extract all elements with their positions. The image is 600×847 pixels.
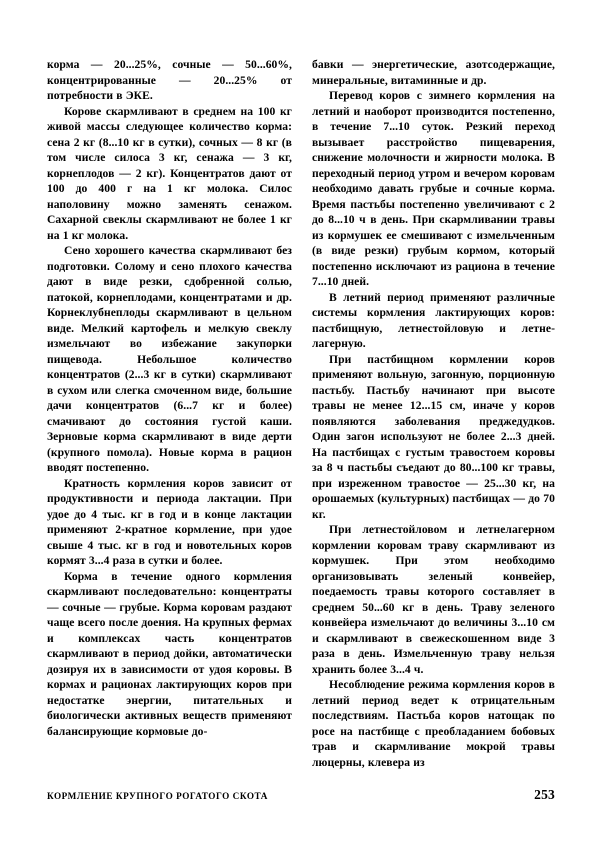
running-head: КОРМЛЕНИЕ КРУПНОГО РОГАТОГО СКОТА [47, 791, 268, 801]
page-number: 253 [534, 787, 555, 802]
paragraph: бавки — энергетические, азотсодержащие, минеральные, витаминные и др. [312, 58, 555, 87]
paragraph: Корма в течение одного кормления скармливают последовательно: концентраты — сочные — грубые. Корма коровам раздают чаще всего после доения. На крупных фермах и комплексах часть концентратов скармливают в период дойки, автоматически дозируя их в зависимости от удоя коровы. В кормах и рационах лактирующих коров при недостатке энергии, питательных и биологически активных веществ применяют балансирующие кормовые до- [47, 569, 292, 738]
paragraph: При пастбищном кормлении коров применяют вольную, загонную, порционную пастьбу. Пастьбу начинают при высоте травы не менее 12...15 см, иначе у коров появляются заболевания преджедудков. Один загон используют не более 2...3 дней. На пастбищах с густым травостоем коровы за 8 ч пастьбы съедают до 80...100 кг травы, при изреженном травостое — 25...30 кг, на орошаемых (культурных) пастбищах — до 70 кг. [312, 352, 555, 521]
paragraph: Кратность кормления коров зависит от продуктивности и периода лактации. При удое до 4 тыс. кг в год и в конце лактации применяют 2-кратное кормление, при удое свыше 4 тыс. кг в год и новотельных коров кормят 3...4 раза в сутки и более. [47, 476, 292, 567]
paragraph: Перевод коров с зимнего кормления на летний и наоборот производится постепенно, в течение 7...10 суток. Резкий переход вызывает расстройство пищеварения, снижение молочности и жирности молока. В переходный период утром и вечером коровам необходимо давать грубые и сочные корма. Время пастьбы постепенно увеличивают с 2 до 8...10 ч в день. При скармливании травы из кормушек ее смешивают с измельченным (в виде резки) грубым кормом, который постепенно исключают из рациона в течение 7...10 дней. [312, 89, 555, 288]
paragraph: Сено хорошего качества скармливают без подготовки. Солому и сено плохого качества дают в виде резки, сдобренной солью, патокой, корнеплодами, концентратами и др. Корнеклубнеплоды скармливают в цельном виде. Мелкий картофель и мелкую свеклу измельчают во избежание закупорки пищевода. Небольшое количество концентратов (2...3 кг в сутки) скармливают в сухом или слегка смоченном виде, большие дачи концентратов (6...7 кг и более) смачивают до состояния густой каши. Зерновые корма скармливают в виде дерти (крупного помола). Новые корма в рацион вводят постепенно. [47, 244, 292, 474]
page-footer [47, 789, 555, 802]
paragraph: При летнестойловом и летнелагерном кормлении коровам траву скармливают из кормушек. При этом необходимо организовывать зеленый конвейер, поедаемость травы которого составляет в среднем 50...60 кг в день. Траву зеленого конвейера измельчают до величины 3...10 см и скармливают в свежескошенном виде 3 раза в день. Измельченную траву нельзя хранить более 3...4 ч. [312, 523, 555, 676]
right-text-column [312, 57, 555, 770]
two-column-text-body [0, 57, 600, 769]
paragraph: В летний период применяют различные системы кормления лактирующих коров: пастбищную, летнестойловую и летне-лагерную. [312, 290, 555, 350]
paragraph: корма — 20...25%, сочные — 50...60%, концентрированные — 20...25% от потребности в ЭКЕ. [47, 58, 292, 102]
paragraph: Несоблюдение режима кормления коров в летний период ведет к отрицательным последствиям. Пастьба коров натощак по росе на пастбище с преобладанием бобовых трав и скармливание мокрой травы люцерны, клевера из [312, 678, 555, 769]
paragraph: Корове скармливают в среднем на 100 кг живой массы следующее количество корма: сена 2 кг (8...10 кг в сутки), сочных — 8 кг (в том числе силоса 3 кг, сенажа — 3 кг, корнеплодов — 2 кг). Концентратов дают от 100 до 400 г на 1 кг молока. Силос наполовину можно заменять сенажом. Сахарной свеклы скармливают не более 1 кг на 1 кг молока. [47, 104, 292, 242]
left-text-column [47, 57, 292, 739]
